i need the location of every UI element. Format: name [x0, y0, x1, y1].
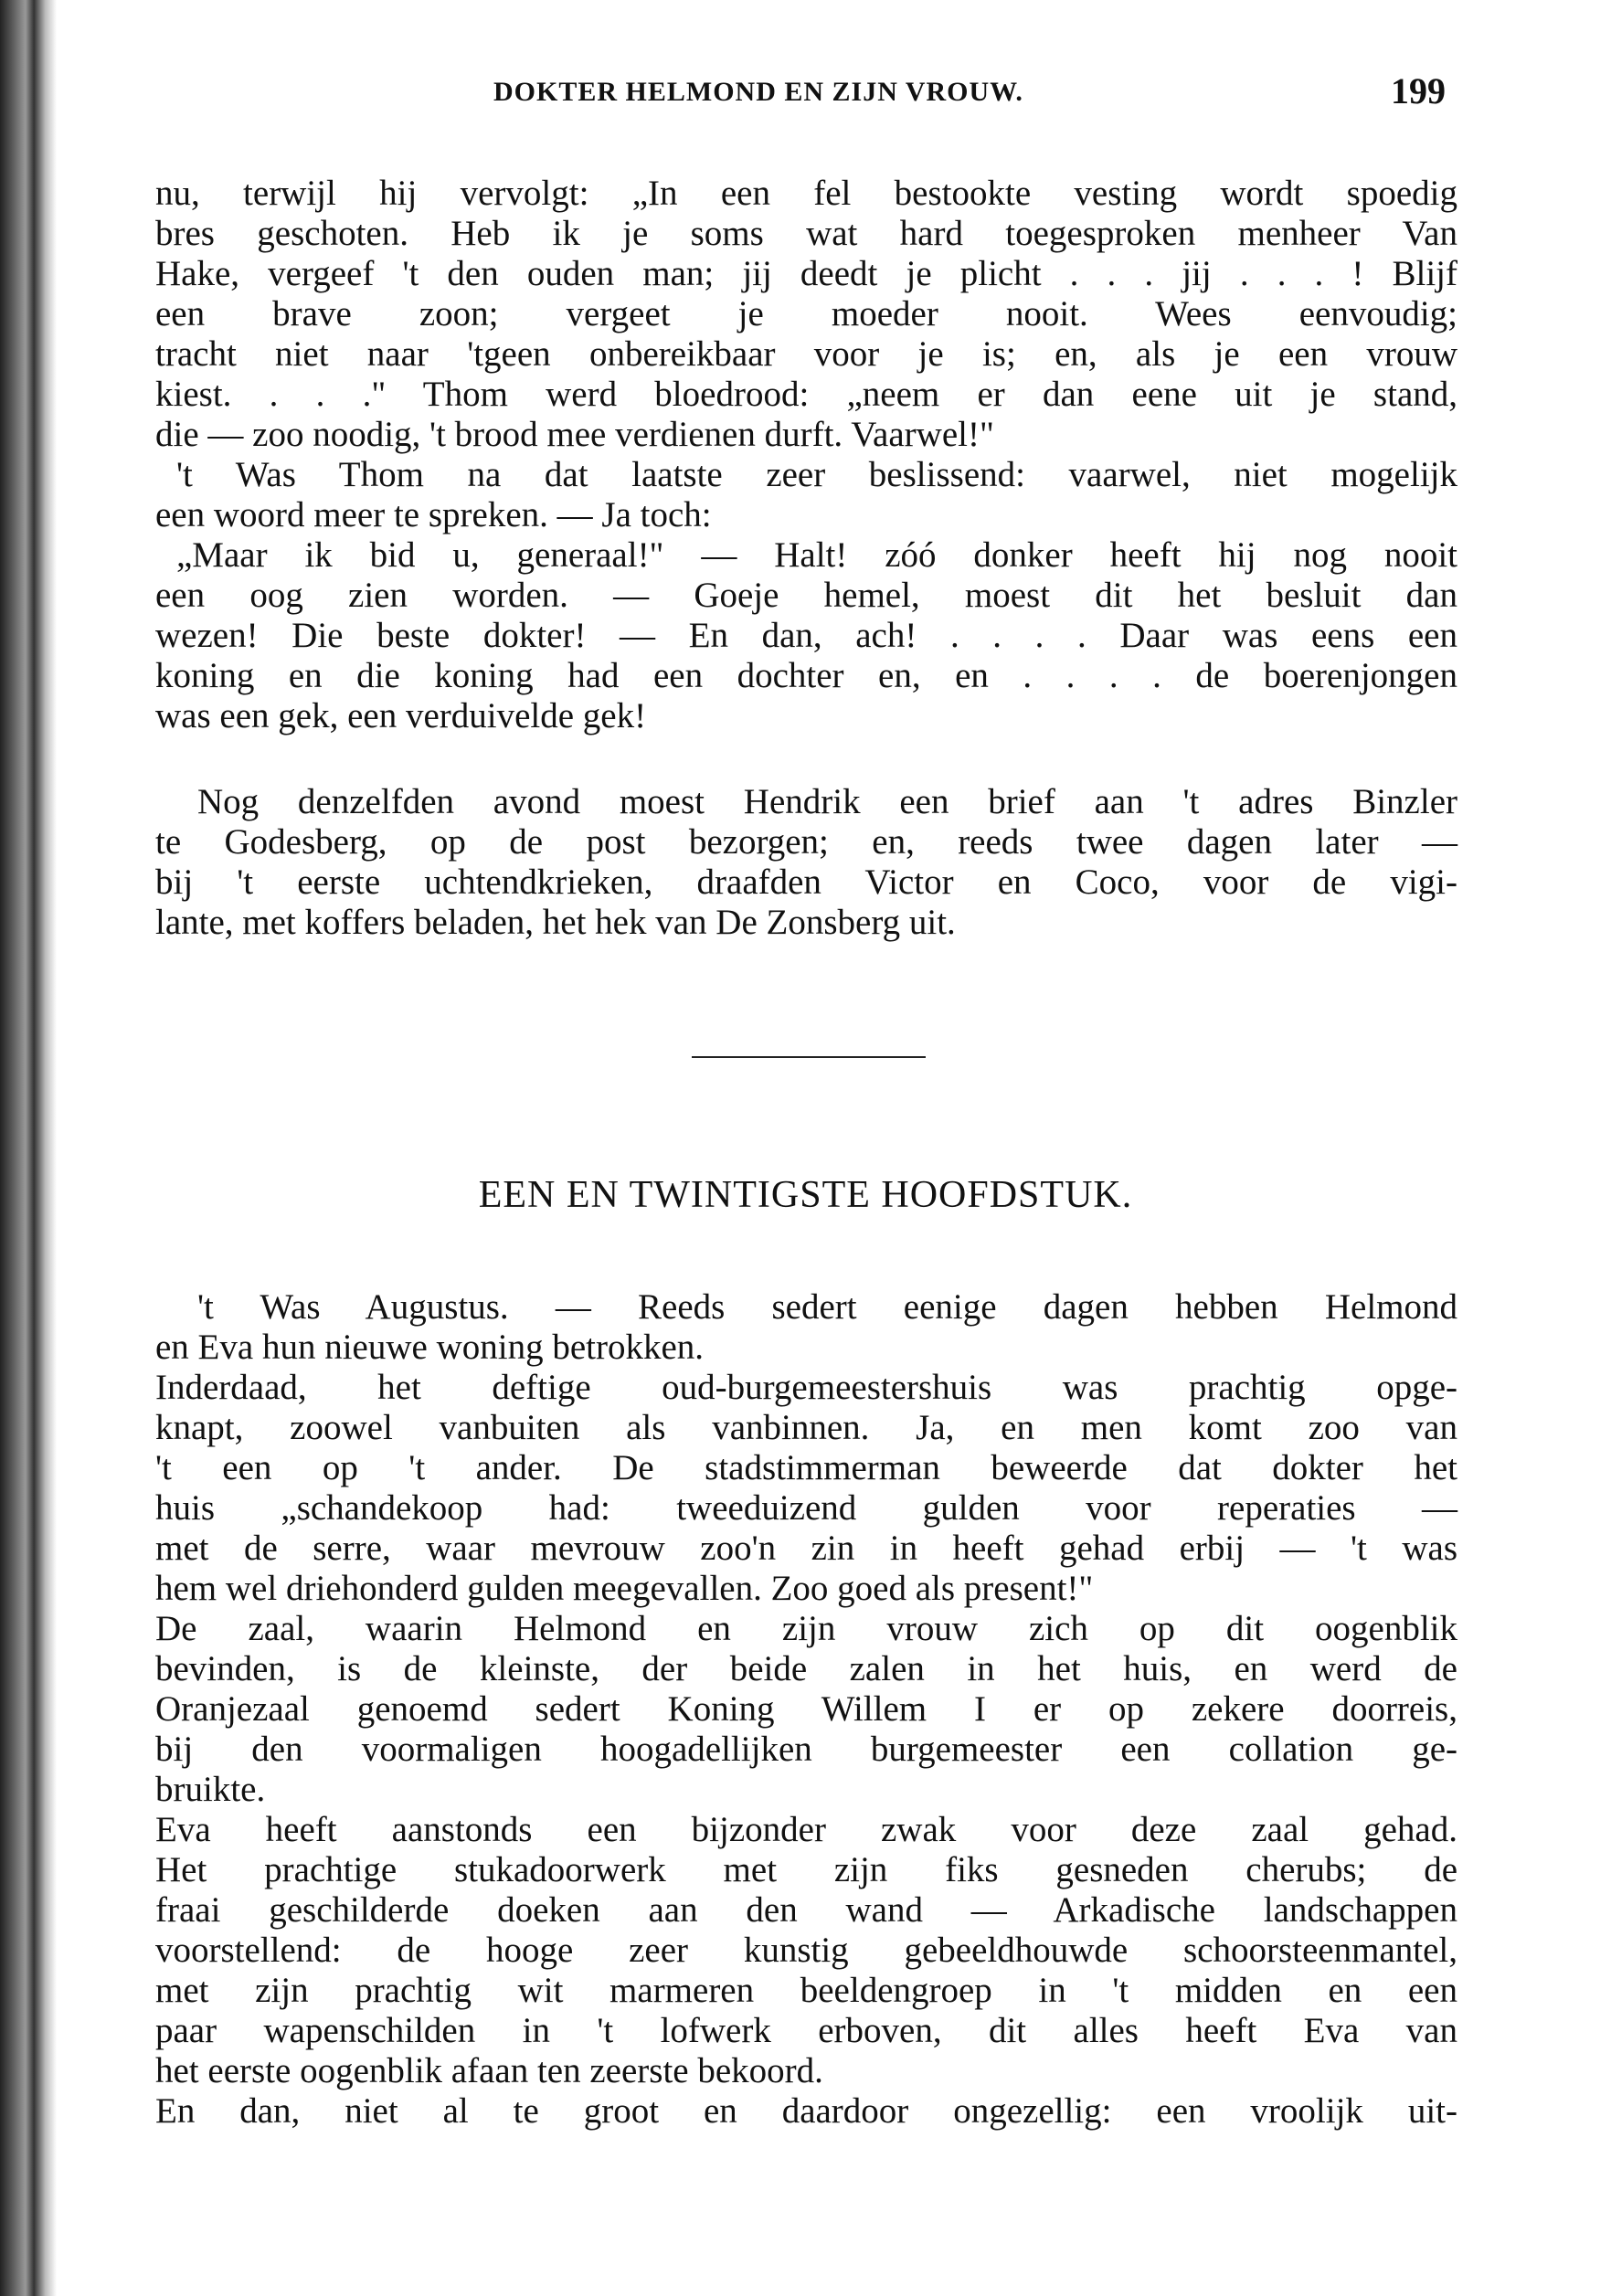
- page-number: 199: [1391, 70, 1446, 111]
- text-line: een brave zoon; vergeet je moeder nooit. Wees eenvoudig;: [155, 294, 1457, 333]
- text-line: hem wel driehonderd gulden meegevallen. Zoo goed als present!": [155, 1569, 1094, 1608]
- text-line: nu, terwijl hij vervolgt: „In een fel bestookte vesting wordt spoedig: [155, 174, 1457, 213]
- text-line: het eerste oogenblik afaan ten zeerste bekoord.: [155, 2051, 823, 2090]
- text-line: een woord meer te spreken. — Ja toch:: [155, 495, 712, 534]
- text-line: met de serre, waar mevrouw zoo'n zin in heeft gehad erbij — 't was: [155, 1529, 1457, 1568]
- text-line: De zaal, waarin Helmond en zijn vrouw zich op dit oogenblik: [155, 1609, 1457, 1648]
- text-line: tracht niet naar 'tgeen onbereikbaar voor je is; en, als je een vrouw: [155, 334, 1457, 374]
- chapter-heading: EEN EN TWINTIGSTE HOOFDSTUK.: [478, 1174, 1133, 1216]
- text-line: kiest. . . ." Thom werd bloedrood: „neem er dan eene uit je stand,: [155, 375, 1457, 414]
- text-line: En dan, niet al te groot en daardoor ongezellig: een vroolijk uit-: [155, 2091, 1457, 2131]
- text-line: 't een op 't ander. De stadstimmerman beweerde dat dokter het: [155, 1448, 1457, 1487]
- text-line: koning en die koning had een dochter en, en . . . . de boerenjongen: [155, 656, 1457, 695]
- text-line: Hake, vergeef 't den ouden man; jij deedt je plicht . . . jij . . . ! Blijf: [155, 254, 1457, 293]
- text-line: wezen! Die beste dokter! — En dan, ach! . . . . Daar was eens een: [155, 616, 1457, 655]
- text-line: bevinden, is de kleinste, der beide zalen in het huis, en werd de: [155, 1649, 1457, 1688]
- text-line: paar wapenschilden in 't lofwerk erboven, dit alles heeft Eva van: [155, 2011, 1457, 2050]
- running-title: DOKTER HELMOND EN ZIJN VROUW.: [493, 77, 1023, 107]
- text-line: en Eva hun nieuwe woning betrokken.: [155, 1328, 705, 1367]
- text-line: bres geschoten. Heb ik je soms wat hard toegesproken menheer Van: [155, 214, 1457, 253]
- text-line: te Godesberg, op de post bezorgen; en, reeds twee dagen later —: [155, 822, 1457, 862]
- text-line: lante, met koffers beladen, het hek van De Zonsberg uit.: [155, 903, 956, 942]
- text-line: Inderdaad, het deftige oud-burgemeestershuis was prachtig opge-: [155, 1368, 1457, 1407]
- text-line: was een gek, een verduivelde gek!: [155, 696, 647, 735]
- text-line: bij den voormaligen hoogadellijken burgemeester een collation ge-: [155, 1730, 1457, 1769]
- text-line: Oranjezaal genoemd sedert Koning Willem I er op zekere doorreis,: [155, 1689, 1457, 1729]
- text-line: Het prachtige stukadoorwerk met zijn fiks gesneden cherubs; de: [155, 1850, 1457, 1889]
- section-divider: [692, 1056, 926, 1058]
- text-line: „Maar ik bid u, generaal!" — Halt! zóó donker heeft hij nog nooit: [176, 535, 1457, 575]
- text-line: fraai geschilderde doeken aan den wand — Arkadische landschappen: [155, 1890, 1457, 1930]
- text-line: Nog denzelfden avond moest Hendrik een brief aan 't adres Binzler: [197, 782, 1457, 821]
- text-line: huis „schandekoop had: tweeduizend gulden voor reperaties —: [155, 1488, 1457, 1528]
- text-line: bij 't eerste uchtendkrieken, draafden Victor en Coco, voor de vigi-: [155, 862, 1457, 902]
- text-line: Eva heeft aanstonds een bijzonder zwak voor deze zaal gehad.: [155, 1810, 1457, 1849]
- book-binding-edge: [0, 0, 57, 2296]
- text-line: bruikte.: [155, 1770, 266, 1809]
- text-line: met zijn prachtig wit marmeren beeldengroep in 't midden en een: [155, 1971, 1457, 2010]
- text-line: een oog zien worden. — Goeje hemel, moest dit het besluit dan: [155, 576, 1457, 615]
- text-line: voorstellend: de hooge zeer kunstig gebeeldhouwde schoorsteenmantel,: [155, 1931, 1457, 1970]
- text-line: 't Was Thom na dat laatste zeer beslissend: vaarwel, niet mogelijk: [176, 455, 1457, 494]
- text-line: die — zoo noodig, 't brood mee verdienen durft. Vaarwel!": [155, 415, 994, 454]
- text-line: 't Was Augustus. — Reeds sedert eenige dagen hebben Helmond: [197, 1287, 1457, 1327]
- text-line: knapt, zoowel vanbuiten als vanbinnen. Ja, en men komt zoo van: [155, 1408, 1457, 1447]
